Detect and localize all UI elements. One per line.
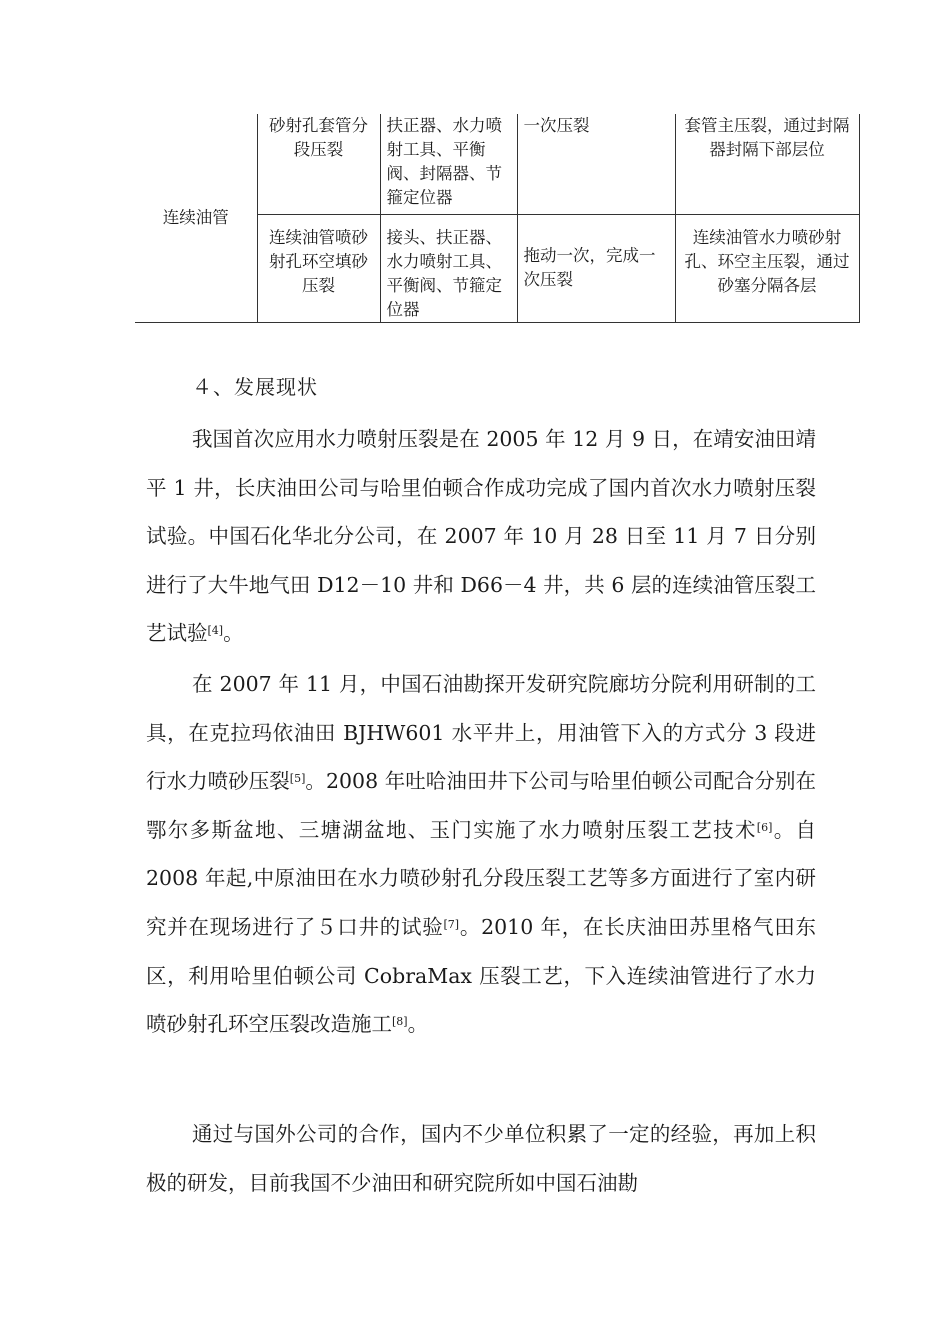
citation: [7] [443,917,460,931]
table-cell-group: 连续油管 [135,114,257,322]
table-cell-tools: 扶正器、水力喷射工具、平衡阀、封隔器、节箍定位器 [380,114,517,214]
fracturing-methods-table [135,114,860,323]
table-cell-process: 一次压裂 [517,114,675,214]
paragraph [146,1110,816,1207]
citation: [6] [756,820,773,834]
paragraph-text: 。 [223,621,244,646]
table-cell-method: 连续油管喷砂射孔环空填砂压裂 [257,214,380,322]
table-cell-method: 砂射孔套管分段压裂 [257,114,380,214]
table-cell-description: 连续油管水力喷砂射孔、环空主压裂，通过砂塞分隔各层 [675,214,859,322]
paragraph-text: 我国首次应用水力喷射压裂是在 2005 年 12 月 9 日，在靖安油田靖平 1 井，长庆油田公司与哈里伯顿合作成功完成了国内首次水力喷射压裂试验。中国石化华北分公司，在 2007 年 10 月 28 日至 11 月 7 日分别进行了大牛地气田 D12－10 井和 D66－4 井，共 6 层的连续油管压裂工艺试验 [146,427,816,646]
paragraph-text: 。2008 年吐哈油田井下公司与哈里伯顿公司配合分别在鄂尔多斯盆地、三塘湖盆地、玉门实施了水力喷射压裂工艺技术 [146,769,817,842]
paragraph-text: 通过与国外公司的合作，国内不少单位积累了一定的经验，再加上积极的研发，目前我国不少油田和研究院所如中国石油勘 [146,1122,816,1195]
table-cell-tools: 接头、扶正器、水力喷射工具、平衡阀、节箍定位器 [380,214,517,322]
paragraph-text: 。自 2008 年起,中原油田在水力喷砂射孔分段压裂工艺等多方面进行了室内研究并在现场进行了５口井的试验 [146,817,817,939]
paragraph [146,415,816,658]
table-row [135,114,859,214]
section-heading: ４、发展现状 [192,375,318,399]
paragraph [146,660,816,1049]
citation: [4] [207,624,224,638]
paragraph-text: 。 [407,1012,429,1037]
table-cell-description: 套管主压裂，通过封隔器封隔下部层位 [675,114,859,214]
table-cell-process: 拖动一次，完成一次压裂 [517,214,675,322]
paragraph-text: 。2010 年，在长庆油田苏里格气田东区，利用哈里伯顿公司 CobraMax 压裂工艺，下入连续油管进行了水力喷砂射孔环空压裂改造施工 [146,914,816,1037]
citation: [8] [392,1015,408,1029]
citation: [5] [289,772,306,786]
paragraph-text: 在 2007 年 11 月，中国石油勘探开发研究院廊坊分院利用研制的工具，在克拉玛依油田 BJHW601 水平井上，用油管下入的方式分 3 段进行水力喷砂压裂 [146,672,816,794]
